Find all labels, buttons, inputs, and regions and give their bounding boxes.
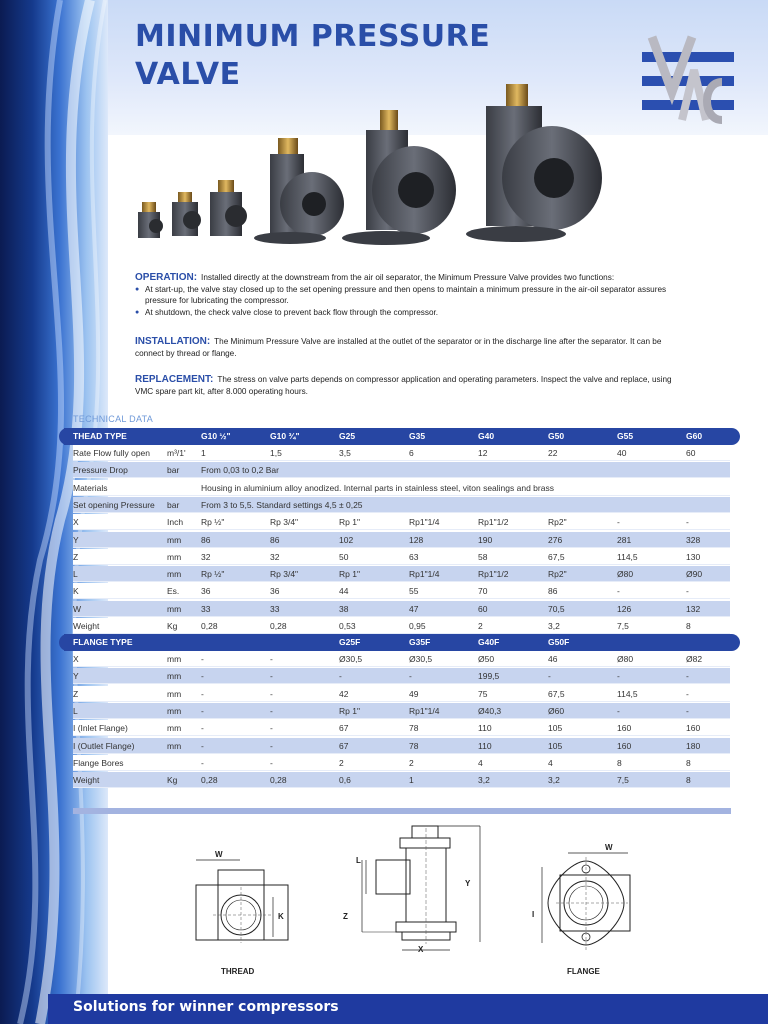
table-cell: 160 — [617, 723, 632, 734]
table-cell: 67 — [339, 723, 349, 734]
replacement-heading: REPLACEMENT: — [135, 374, 214, 385]
replacement-text: The stress on valve parts depends on compressor application and operating parameters. Inspect the valve and replace, using VMC spare part kit, after 8.000 operating hours. — [135, 375, 672, 396]
table-cell: 3,2 — [478, 775, 490, 786]
table-cell: - — [270, 671, 273, 682]
table-cell: bar — [167, 499, 180, 510]
table-cell: 46 — [548, 654, 558, 664]
title-line-2: VALVE — [135, 57, 241, 92]
table-cell: 32 — [201, 551, 211, 562]
table-cell: Rp 1" — [339, 517, 360, 528]
thread-diagram — [188, 845, 298, 945]
operation-bullet-1: ● At start-up, the valve stay closed up to the set opening pressure and then opens to maintain a minimum pressure in the air-oil separator assures pressure for lubricating the compressor. — [135, 284, 680, 307]
table-cell: Set opening Pressure — [73, 499, 155, 510]
table-cell: 1 — [201, 448, 206, 458]
table-cell: Pressure Drop — [73, 465, 128, 476]
table-cell: - — [270, 757, 273, 768]
valve-g10-3-4 — [172, 192, 201, 236]
table-cell: Ø50 — [478, 654, 495, 664]
table-cell: Rp2" — [548, 517, 567, 528]
table-cell: Ø90 — [686, 569, 703, 580]
table-cell: Rp2" — [548, 569, 567, 580]
valve-dim-x: X — [418, 945, 424, 954]
table-cell: 130 — [686, 551, 701, 562]
table-cell: bar — [167, 465, 180, 476]
table-cell: - — [409, 671, 412, 682]
header-cell: G40F — [478, 637, 500, 647]
table-cell: 1,5 — [270, 448, 282, 458]
table-cell: Y — [73, 534, 79, 545]
table-cell: 7,5 — [617, 621, 629, 631]
table-cell: 160 — [617, 740, 632, 751]
vmc-logo — [642, 32, 734, 127]
table-cell: Flange Bores — [73, 757, 124, 768]
valve-g25 — [210, 180, 247, 236]
table-cell: K — [73, 586, 79, 597]
table-cell: 6 — [409, 448, 414, 458]
thread-type-header — [64, 428, 740, 445]
table-cell: 86 — [270, 534, 280, 545]
table-cell: Rp1"1/4 — [409, 517, 440, 528]
table-row — [73, 772, 730, 788]
table-cell: Rp1"1/4 — [409, 569, 440, 580]
table-cell: 8 — [686, 621, 691, 631]
table-cell: 67,5 — [548, 688, 565, 699]
operation-heading: OPERATION: — [135, 272, 198, 283]
table-cell: 8 — [686, 775, 691, 786]
table-cell: 0,28 — [201, 621, 218, 631]
table-cell: 128 — [409, 534, 424, 545]
table-cell: 114,5 — [617, 551, 638, 562]
table-row — [73, 583, 730, 599]
table-row — [73, 668, 730, 684]
table-cell: 160 — [686, 723, 701, 734]
table-cell: Rp 1" — [339, 569, 360, 580]
table-cell: Inch — [167, 517, 184, 528]
title-line-1: MINIMUM PRESSURE — [135, 19, 491, 54]
table-cell: - — [617, 586, 620, 597]
table-cell: 199,5 — [478, 671, 500, 682]
table-cell: - — [201, 723, 204, 734]
table-cell: 60 — [686, 448, 696, 458]
table-cell: mm — [167, 569, 182, 580]
table-cell: - — [270, 688, 273, 699]
table-cell: L — [73, 705, 78, 716]
table-cell: Z — [73, 551, 79, 562]
table-cell: - — [270, 740, 273, 751]
thread-dim-k: K — [278, 912, 284, 921]
table-cell: 38 — [339, 603, 349, 614]
table-cell: 0,28 — [270, 621, 287, 631]
table-cell: Rate Flow fully open — [73, 448, 151, 458]
table-cell: 8 — [617, 757, 622, 768]
table-cell: 2 — [409, 757, 414, 768]
table-cell: - — [201, 671, 204, 682]
table-cell: - — [686, 517, 689, 528]
table-row — [73, 720, 730, 736]
table-cell: m³/1' — [167, 448, 186, 458]
table-cell: 102 — [339, 534, 354, 545]
table-cell: 36 — [201, 586, 211, 597]
valve-g10-half — [138, 202, 163, 238]
table-cell: Kg — [167, 621, 178, 631]
header-cell: G55 — [617, 431, 634, 441]
table-cell: 86 — [201, 534, 211, 545]
table-cell: Es. — [167, 586, 180, 597]
table-row — [73, 755, 730, 771]
table-row — [73, 445, 730, 461]
table-cell: 4 — [548, 757, 553, 768]
table-cell: Rp1"1/2 — [478, 517, 509, 528]
table-cell: - — [201, 757, 204, 768]
flange-type-header — [64, 634, 740, 651]
table-cell: 3,5 — [339, 448, 351, 458]
table-cell: 3,2 — [548, 621, 560, 631]
table-cell: mm — [167, 740, 182, 751]
valve-g50 — [466, 84, 602, 242]
table-cell: 70 — [478, 586, 488, 597]
header-cell: G50 — [548, 431, 565, 441]
table-cell: 1 — [409, 775, 414, 786]
table-cell: - — [686, 688, 689, 699]
table-cell: 276 — [548, 534, 563, 545]
flange-dim-w: W — [605, 843, 613, 852]
table-cell: 0,95 — [409, 621, 426, 631]
table-cell: 126 — [617, 603, 632, 614]
table-cell: 114,5 — [617, 688, 638, 699]
valve-dim-z: Z — [343, 912, 348, 921]
table-cell: L — [73, 569, 78, 580]
table-cell: 58 — [478, 551, 488, 562]
table-row — [73, 462, 730, 478]
technical-data-label: TECHNICAL DATA — [73, 414, 154, 424]
operation-section — [135, 272, 680, 318]
table-cell: 49 — [409, 688, 419, 699]
table-cell: 42 — [339, 688, 349, 699]
table-cell: 180 — [686, 740, 701, 751]
table-cell: From 0,03 to 0,2 Bar — [201, 465, 279, 476]
valve-g35 — [254, 138, 344, 244]
table-cell: 4 — [478, 757, 483, 768]
flange-dim-i: I — [532, 910, 535, 919]
table-cell: mm — [167, 551, 182, 562]
header-cell: G10 ½" — [201, 431, 231, 441]
table-cell: Ø80 — [617, 654, 634, 664]
table-cell: 0,28 — [270, 775, 287, 786]
table-cell: 67 — [339, 740, 349, 751]
table-cell: Weight — [73, 775, 100, 786]
table-cell: Rp ½" — [201, 517, 225, 528]
table-cell: - — [201, 688, 204, 699]
table-cell: mm — [167, 603, 182, 614]
header-cell: G35F — [409, 637, 431, 647]
table-cell: - — [339, 671, 342, 682]
footer-slogan: Solutions for winner compressors — [73, 999, 339, 1015]
table-cell: Rp 1" — [339, 705, 360, 716]
product-photo — [130, 80, 610, 250]
table-cell: 22 — [548, 448, 558, 458]
table-cell: - — [686, 586, 689, 597]
table-cell: 63 — [409, 551, 419, 562]
table-row — [73, 686, 730, 702]
table-cell: Ø82 — [686, 654, 703, 664]
table-cell: Kg — [167, 775, 178, 786]
table-cell: - — [201, 740, 204, 751]
flange-label: FLANGE — [567, 967, 600, 976]
table-cell: - — [686, 705, 689, 716]
table-cell: 47 — [409, 603, 419, 614]
table-row — [73, 497, 730, 513]
table-cell: 2 — [478, 621, 483, 631]
valve-g40 — [342, 110, 456, 245]
header-cell: G40 — [478, 431, 495, 441]
table-cell: mm — [167, 671, 182, 682]
header-cell: G50F — [548, 637, 570, 647]
table-cell: 70,5 — [548, 603, 565, 614]
table-cell: mm — [167, 705, 182, 716]
table-cell: 328 — [686, 534, 701, 545]
table-cell: Weight — [73, 621, 100, 631]
table-cell: - — [270, 705, 273, 716]
table-cell: - — [201, 705, 204, 716]
table-cell: - — [617, 517, 620, 528]
table-cell: 33 — [201, 603, 211, 614]
table-cell: 190 — [478, 534, 493, 545]
header-cell: G35 — [409, 431, 426, 441]
table-cell: - — [686, 671, 689, 682]
table-cell: - — [548, 671, 551, 682]
header-cell: THEAD TYPE — [73, 431, 127, 441]
table-cell: 0,6 — [339, 775, 351, 786]
table-row — [73, 532, 730, 548]
table-cell: Rp 3/4" — [270, 517, 299, 528]
table-row — [73, 514, 730, 530]
table-cell: Rp1"1/4 — [409, 705, 440, 716]
table-cell: - — [617, 671, 620, 682]
table-cell: 44 — [339, 586, 349, 597]
table-cell: 40 — [617, 448, 627, 458]
table-cell: I (Outlet Flange) — [73, 740, 135, 751]
table-cell: 78 — [409, 723, 419, 734]
table-cell: From 3 to 5,5. Standard settings 4,5 ± 0,25 — [201, 499, 363, 510]
operation-text: Installed directly at the downstream from the air oil separator, the Minimum Pressure Valve provides two functions: — [201, 273, 615, 282]
table-cell: - — [270, 654, 273, 664]
table-cell: 110 — [478, 740, 492, 751]
table-cell: X — [73, 517, 79, 528]
table-cell: 8 — [686, 757, 691, 768]
table-row — [73, 618, 730, 634]
valve-dim-l: L — [356, 856, 361, 865]
table-cell: - — [617, 705, 620, 716]
table-cell: 2 — [339, 757, 344, 768]
table-cell: - — [201, 654, 204, 664]
header-cell: FLANGE TYPE — [73, 637, 133, 647]
table-cell: Housing in aluminium alloy anodized. Internal parts in stainless steel, viton sealings and brass — [201, 482, 554, 493]
table-cell: Rp ½" — [201, 569, 225, 580]
table-cell: mm — [167, 688, 182, 699]
table-cell: 105 — [548, 740, 563, 751]
separator-bar — [73, 808, 731, 814]
table-cell: 0,28 — [201, 775, 218, 786]
table-cell: mm — [167, 723, 182, 734]
table-row — [73, 703, 730, 719]
table-cell: 78 — [409, 740, 419, 751]
flange-diagram — [528, 845, 638, 965]
table-cell: Materials — [73, 482, 108, 493]
valve-side-diagram — [340, 822, 490, 962]
table-cell: 110 — [478, 723, 492, 734]
table-cell: mm — [167, 654, 182, 664]
table-cell: 281 — [617, 534, 632, 545]
table-cell: 33 — [270, 603, 280, 614]
table-cell: - — [270, 723, 273, 734]
table-cell: 12 — [478, 448, 488, 458]
installation-heading: INSTALLATION: — [135, 336, 211, 347]
table-cell: Y — [73, 671, 79, 682]
installation-text: The Minimum Pressure Valve are installed at the outlet of the separator or in the discharge line after the separator. It can be connect by thread or flange. — [135, 337, 662, 358]
table-row — [73, 566, 730, 582]
header-cell: G10 ¾" — [270, 431, 300, 441]
table-cell: 86 — [548, 586, 558, 597]
table-cell: 50 — [339, 551, 349, 562]
valve-dim-y: Y — [465, 879, 471, 888]
header-cell: G60 — [686, 431, 703, 441]
header-cell: G25F — [339, 637, 361, 647]
thread-dim-w: W — [215, 850, 223, 859]
table-row — [73, 549, 730, 565]
table-cell: 0,53 — [339, 621, 356, 631]
table-cell: Ø30,5 — [339, 654, 363, 664]
table-cell: 7,5 — [617, 775, 629, 786]
replacement-section — [135, 374, 680, 397]
table-cell: Ø80 — [617, 569, 634, 580]
operation-bullet-2: ● At shutdown, the check valve close to prevent back flow through the compressor. — [135, 307, 680, 319]
installation-section — [135, 336, 680, 359]
table-cell: 132 — [686, 603, 701, 614]
table-cell: 105 — [548, 723, 563, 734]
table-cell: Rp1"1/2 — [478, 569, 509, 580]
table-cell: I (Inlet Flange) — [73, 723, 128, 734]
table-cell: Ø60 — [548, 705, 565, 716]
header-cell: G25 — [339, 431, 356, 441]
table-cell: 36 — [270, 586, 280, 597]
table-cell: 60 — [478, 603, 488, 614]
table-cell: Ø40,3 — [478, 705, 502, 716]
table-cell: 55 — [409, 586, 419, 597]
table-cell: mm — [167, 534, 182, 545]
table-row — [73, 480, 730, 496]
thread-label: THREAD — [221, 967, 255, 976]
table-cell: 32 — [270, 551, 280, 562]
table-cell: 3,2 — [548, 775, 560, 786]
table-cell: 67,5 — [548, 551, 565, 562]
table-row — [73, 738, 730, 754]
table-cell: Rp 3/4" — [270, 569, 299, 580]
table-cell: 75 — [478, 688, 488, 699]
table-row — [73, 651, 730, 667]
table-row — [73, 601, 730, 617]
table-cell: X — [73, 654, 79, 664]
table-cell: W — [73, 603, 82, 614]
table-cell: Z — [73, 688, 79, 699]
table-cell: Ø30,5 — [409, 654, 433, 664]
